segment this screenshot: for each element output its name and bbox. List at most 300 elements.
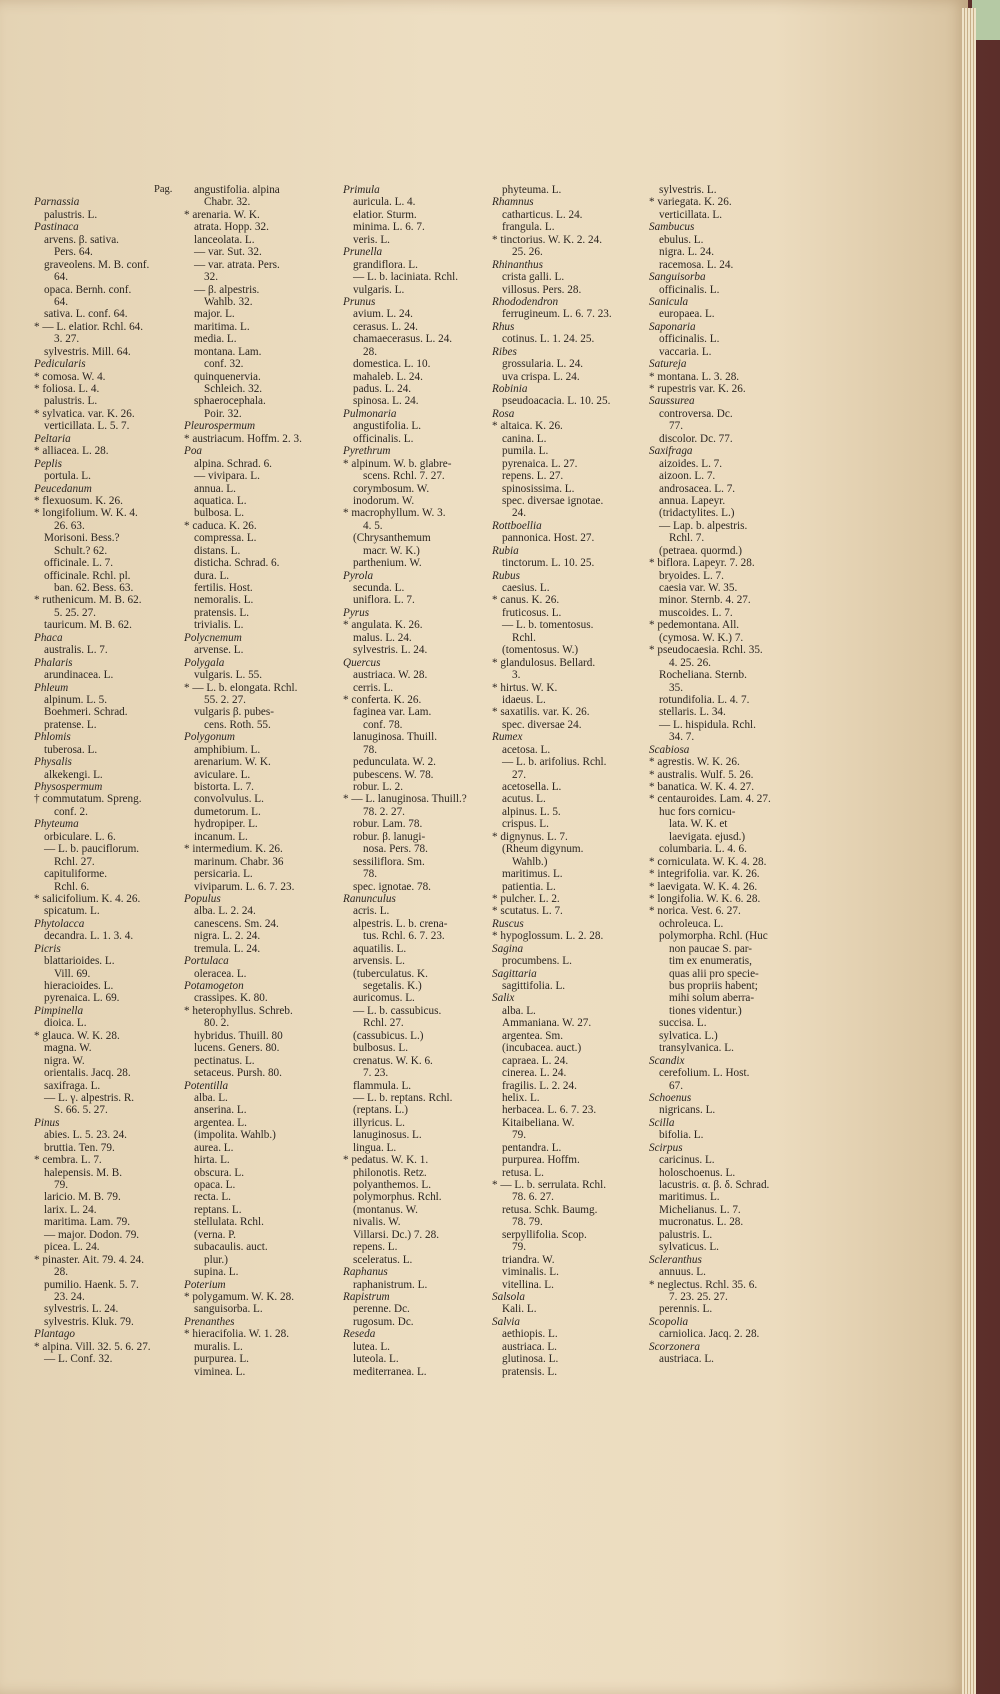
species-entry: aizoides. L. 7. — [659, 457, 723, 470]
species-entry: (tuberculatus. K. — [353, 967, 428, 980]
genus-heading: Saponaria — [649, 320, 696, 333]
species-entry: * alpina. Vill. 32. 5. 6. 27. — [34, 1340, 151, 1353]
genus-heading: Rapistrum — [343, 1290, 390, 1303]
species-entry: fragilis. L. 2. 24. — [502, 1079, 577, 1092]
species-entry: chamaecerasus. L. 24. — [353, 333, 453, 346]
index-column-1 — [34, 184, 172, 1366]
species-entry: robur. Lam. 78. — [353, 818, 423, 831]
species-entry: officinalis. L. — [659, 333, 720, 346]
species-entry: perenne. Dc. — [353, 1303, 410, 1316]
pag-header: Pag. — [154, 184, 173, 195]
species-entry: subacaulis. auct. — [194, 1241, 268, 1254]
species-entry: lucens. Geners. 80. — [194, 1042, 280, 1055]
species-entry: frangula. L. — [502, 221, 555, 234]
species-entry: hydropiper. L. — [194, 818, 258, 831]
species-entry: fertilis. Host. — [194, 582, 253, 594]
species-entry: discolor. Dc. 77. — [659, 432, 733, 445]
species-entry: spinosissima. L. — [502, 482, 575, 495]
species-entry: saxifraga. L. — [44, 1079, 101, 1092]
species-entry: * polygamum. W. K. 28. — [184, 1290, 295, 1303]
species-entry: officinalis. L. — [659, 283, 720, 296]
species-entry: lata. W. K. et — [669, 818, 728, 831]
genus-heading: Physospermum — [34, 781, 103, 793]
genus-heading: Phleum — [34, 681, 69, 694]
species-entry: avium. L. 24. — [353, 308, 413, 321]
species-entry: nosa. Pers. 78. — [363, 843, 428, 856]
index-column-5 — [649, 184, 771, 1366]
species-entry: alpina. Schrad. 6. — [194, 457, 272, 470]
species-entry: acris. L. — [353, 905, 390, 918]
species-entry: caesia var. W. 35. — [659, 582, 738, 594]
species-entry: * canus. K. 26. — [492, 594, 560, 607]
species-entry: * sylvatica. var. K. 26. — [34, 407, 135, 420]
species-entry: viminea. L. — [194, 1365, 246, 1378]
species-entry: 35. — [669, 681, 683, 694]
genus-heading: Sagina — [492, 942, 524, 955]
species-entry: maritimus. L. — [502, 868, 563, 881]
species-entry: * altaica. K. 26. — [492, 420, 563, 433]
species-entry: — β. alpestris. — [194, 283, 260, 296]
species-entry: * foliosa. L. 4. — [34, 383, 100, 395]
species-entry: Rchl. 7. — [669, 532, 705, 545]
species-entry: 3. — [512, 669, 521, 682]
genus-heading: Pimpinella — [34, 1004, 84, 1017]
species-entry: glutinosa. L. — [502, 1353, 559, 1366]
species-entry: * alliacea. L. 28. — [34, 445, 109, 458]
species-entry: bruttia. Ten. 79. — [44, 1141, 115, 1154]
species-entry: grossularia. L. 24. — [502, 358, 584, 371]
species-entry: (verna. P. — [194, 1228, 236, 1241]
species-entry: — Lap. b. alpestris. — [659, 519, 748, 532]
species-entry: uva crispa. L. 24. — [502, 370, 580, 383]
genus-heading: Scleranthus — [649, 1253, 702, 1266]
genus-heading: Rhamnus — [492, 196, 534, 209]
index-column-4 — [492, 184, 612, 1378]
species-entry: canescens. Sm. 24. — [194, 917, 279, 930]
species-entry: 24. — [512, 507, 526, 520]
species-entry: 77. — [669, 420, 683, 433]
genus-heading: Polycnemum — [184, 631, 242, 644]
species-entry: — L. b. reptans. Rchl. — [353, 1091, 453, 1104]
species-entry: mediterranea. L. — [353, 1365, 427, 1378]
genus-heading: Salsola — [492, 1290, 525, 1303]
species-entry: — L. b. tomentosus. — [502, 619, 594, 632]
species-entry: pyrenaica. L. 27. — [502, 457, 578, 470]
species-entry: nigra. W. — [44, 1054, 85, 1067]
species-entry: magna. W. — [44, 1042, 92, 1055]
species-entry: decandra. L. 1. 3. 4. — [44, 930, 134, 943]
species-entry: purpurea. Hoffm. — [502, 1154, 580, 1167]
species-entry: major. L. — [194, 308, 235, 321]
species-entry: arvensis. L. — [353, 955, 405, 968]
species-entry: 25. 26. — [512, 246, 543, 259]
species-entry: * salicifolium. K. 4. 26. — [34, 892, 141, 905]
species-entry: nigra. L. 2. 24. — [194, 930, 261, 943]
species-entry: (Chrysanthemum — [353, 532, 431, 545]
species-entry: * intermedium. K. 26. — [184, 843, 283, 856]
species-entry: dumetorum. L. — [194, 805, 261, 818]
species-entry: * agrestis. W. K. 26. — [649, 756, 740, 769]
species-entry: Schleich. 32. — [204, 383, 263, 395]
species-entry: portula. L. — [44, 470, 91, 483]
genus-heading: Phytolacca — [34, 917, 85, 930]
species-entry: montana. Lam. — [194, 345, 262, 358]
species-entry: * glandulosus. Bellard. — [492, 656, 596, 669]
species-entry: racemosa. L. 24. — [659, 258, 734, 271]
species-entry: alpinus. L. 5. — [502, 805, 561, 818]
species-entry: 78. 2. 27. — [363, 805, 405, 818]
species-entry: sylvestris. L. 24. — [44, 1303, 119, 1316]
species-entry: luteola. L. — [353, 1353, 399, 1366]
species-entry: acetosella. L. — [502, 781, 562, 793]
species-entry: arvens. β. sativa. — [44, 233, 119, 246]
species-entry: * hypoglossum. L. 2. 28. — [492, 930, 604, 943]
species-entry: * hieracifolia. W. 1. 28. — [184, 1328, 290, 1341]
species-entry: reptans. L. — [194, 1203, 242, 1216]
species-entry: quas alii pro specie- — [669, 967, 759, 980]
species-entry: — L. b. pauciflorum. — [44, 843, 140, 856]
species-entry: tremula. L. 24. — [194, 942, 261, 955]
species-entry: ban. 62. Bess. 63. — [54, 582, 134, 594]
species-entry: tinctorum. L. 10. 25. — [502, 557, 595, 570]
species-entry: * conferta. K. 26. — [343, 693, 422, 706]
species-entry: pectinatus. L. — [194, 1054, 255, 1067]
species-entry: aethiopis. L. — [502, 1328, 558, 1341]
genus-heading: Rhododendron — [492, 295, 559, 308]
green-tab — [972, 0, 1000, 40]
species-entry: — L. b. laciniata. Rchl. — [353, 271, 459, 284]
species-entry: — L. b. cassubicus. — [353, 1004, 442, 1017]
genus-heading: Satureja — [649, 358, 687, 371]
species-entry: * norica. Vest. 6. 27. — [649, 905, 741, 918]
species-entry: (tomentosus. W.) — [502, 644, 579, 657]
species-entry: Ammaniana. W. 27. — [502, 1017, 592, 1030]
species-entry: 28. — [363, 345, 377, 358]
species-entry: blattarioides. L. — [44, 955, 115, 968]
species-entry: macr. W. K.) — [363, 544, 420, 557]
species-entry: palustris. L. — [659, 1228, 713, 1241]
species-entry: orbiculare. L. 6. — [44, 830, 116, 843]
species-entry: cerefolium. L. Host. — [659, 1067, 750, 1080]
genus-heading: Peplis — [34, 457, 62, 470]
genus-heading: Phalaris — [34, 656, 73, 669]
genus-heading: Potentilla — [184, 1079, 229, 1092]
species-entry: triandra. W. — [502, 1253, 555, 1266]
genus-heading: Pulmonaria — [343, 407, 397, 420]
species-entry: succisa. L. — [659, 1017, 707, 1030]
species-entry: crassipes. K. 80. — [194, 992, 268, 1005]
species-entry: sanguisorba. L. — [194, 1303, 263, 1316]
species-entry: * alpinum. W. b. glabre- — [343, 457, 452, 470]
species-entry: media. L. — [194, 333, 237, 346]
genus-heading: Salvia — [492, 1315, 520, 1328]
species-entry: disticha. Schrad. 6. — [194, 557, 280, 570]
genus-heading: Quercus — [343, 656, 381, 669]
species-entry: Rchl. 27. — [54, 855, 95, 868]
species-entry: segetalis. K.) — [363, 980, 422, 992]
species-entry: (cassubicus. L.) — [353, 1029, 424, 1042]
species-entry: viviparum. L. 6. 7. 23. — [194, 880, 295, 893]
species-entry: * centauroides. Lam. 4. 27. — [649, 793, 771, 806]
species-entry: stellulata. Rchl. — [194, 1216, 264, 1229]
species-entry: halepensis. M. B. — [44, 1166, 122, 1179]
species-entry: (tridactylites. L.) — [659, 507, 735, 520]
genus-heading: Rubus — [492, 569, 520, 582]
species-entry: 7. 23. — [363, 1067, 389, 1080]
species-entry: — vivipara. L. — [194, 470, 260, 483]
species-entry: annuus. L. — [659, 1266, 706, 1279]
species-entry: polymorphus. Rchl. — [353, 1191, 442, 1204]
species-entry: Rocheliana. Sternb. — [659, 669, 747, 682]
genus-heading: Peltaria — [34, 432, 71, 445]
species-entry: 78. 79. — [512, 1216, 543, 1229]
species-entry: acetosa. L. — [502, 743, 551, 756]
species-entry: europaea. L. — [659, 308, 715, 321]
genus-heading: Rhinanthus — [492, 258, 543, 271]
species-entry: Michelianus. L. 7. — [659, 1203, 741, 1216]
species-entry: * longifolium. W. K. 4. — [34, 507, 138, 520]
species-entry: pratensis. L. — [502, 1365, 557, 1378]
species-entry: * cembra. L. 7. — [34, 1154, 102, 1167]
species-entry: canina. L. — [502, 432, 547, 445]
species-entry: 67. — [669, 1079, 683, 1092]
genus-heading: Prenanthes — [184, 1315, 235, 1328]
species-entry: * neglectus. Rchl. 35. 6. — [649, 1278, 758, 1291]
species-entry: arvense. L. — [194, 644, 244, 657]
species-entry: * corniculata. W. K. 4. 28. — [649, 855, 767, 868]
species-entry: alkekengi. L. — [44, 768, 103, 781]
species-entry: annua. Lapeyr. — [659, 494, 726, 507]
species-entry: sceleratus. L. — [353, 1253, 413, 1266]
genus-heading: Primula — [343, 184, 380, 196]
species-entry: Rchl. — [512, 631, 536, 644]
species-entry: phyteuma. L. — [502, 184, 562, 196]
species-entry: * pedemontana. All. — [649, 619, 740, 632]
species-entry: crista galli. L. — [502, 271, 565, 284]
species-entry: mahaleb. L. 24. — [353, 370, 423, 383]
species-entry: dioica. L. — [44, 1017, 87, 1030]
species-entry: uniflora. L. 7. — [353, 594, 415, 607]
species-entry: herbacea. L. 6. 7. 23. — [502, 1104, 597, 1117]
species-entry: setaceus. Pursh. 80. — [194, 1067, 282, 1080]
genus-heading: Reseda — [343, 1328, 376, 1341]
genus-heading: Populus — [184, 892, 221, 905]
species-entry: opaca. L. — [194, 1179, 236, 1191]
species-entry: pumila. L. — [502, 445, 549, 458]
species-entry: * pulcher. L. 2. — [492, 892, 560, 905]
species-entry: 4. 25. 26. — [669, 656, 711, 669]
species-entry: pyrenaica. L. 69. — [44, 992, 120, 1005]
species-entry: (impolita. Wahlb.) — [194, 1129, 276, 1142]
species-entry: aquatica. L. — [194, 494, 247, 507]
species-entry: * pinaster. Ait. 79. 4. 24. — [34, 1253, 145, 1266]
species-entry: 27. — [512, 768, 526, 781]
species-entry: 79. — [512, 1129, 526, 1142]
species-entry: tiones videntur.) — [669, 1004, 742, 1017]
species-entry: officinale. L. 7. — [44, 557, 114, 570]
species-entry: sylvaticus. L. — [659, 1241, 719, 1254]
genus-heading: Scirpus — [649, 1141, 683, 1154]
species-entry: pedunculata. W. 2. — [353, 756, 436, 769]
species-entry: palustris. L. — [44, 395, 98, 408]
species-entry: holoschoenus. L. — [659, 1166, 736, 1179]
genus-heading: Ribes — [492, 345, 517, 358]
species-entry: pentandra. L. — [502, 1141, 562, 1154]
species-entry: crispus. L. — [502, 818, 549, 831]
species-entry: lacustris. α. β. δ. Schrad. — [659, 1179, 770, 1191]
species-entry: pubescens. W. 78. — [353, 768, 434, 781]
genus-heading: Sambucus — [649, 221, 695, 234]
species-entry: (petraea. quormd.) — [659, 544, 742, 557]
species-entry: orientalis. Jacq. 28. — [44, 1067, 131, 1080]
species-entry: dura. L. — [194, 569, 230, 582]
species-entry: bulbosa. L. — [194, 507, 245, 520]
species-entry: oleracea. L. — [194, 967, 247, 980]
species-entry: bryoides. L. 7. — [659, 569, 724, 582]
species-entry: vulgaris. L. — [353, 283, 405, 296]
species-entry: trivialis. L. — [194, 619, 244, 632]
species-entry: aviculare. L. — [194, 768, 251, 781]
species-entry: patientia. L. — [502, 880, 556, 893]
species-entry: hirta. L. — [194, 1154, 230, 1167]
genus-heading: Pleurospermum — [184, 420, 256, 433]
species-entry: secunda. L. — [353, 582, 405, 594]
species-entry: mihi solum aberra- — [669, 992, 755, 1005]
species-entry: Pers. 64. — [54, 246, 93, 259]
species-entry: vitellina. L. — [502, 1278, 554, 1291]
species-entry: officinalis. L. — [353, 432, 414, 445]
species-entry: catharticus. L. 24. — [502, 208, 583, 221]
species-entry: 3. 27. — [54, 333, 80, 346]
species-entry: 4. 5. — [363, 519, 383, 532]
species-entry: * pedatus. W. K. 1. — [343, 1154, 429, 1167]
species-entry: 23. 24. — [54, 1290, 85, 1303]
species-entry: viminalis. L. — [502, 1266, 559, 1279]
species-entry: * macrophyllum. W. 3. — [343, 507, 446, 520]
species-entry: sylvatica. L.) — [659, 1029, 718, 1042]
species-entry: 7. 23. 25. 27. — [669, 1290, 728, 1303]
species-entry: incanum. L. — [194, 830, 248, 843]
genus-heading: Scopolia — [649, 1315, 689, 1328]
species-entry: tim ex enumeratis, — [669, 955, 752, 968]
species-entry: sylvestris. Kluk. 79. — [44, 1315, 134, 1328]
species-entry: quinquenervia. — [194, 370, 261, 383]
species-entry: graveolens. M. B. conf. — [44, 258, 150, 271]
genus-heading: Ranunculus — [343, 892, 396, 905]
species-entry: maritima. L. — [194, 320, 250, 333]
species-entry: alpinum. L. 5. — [44, 693, 108, 706]
species-entry: verticillata. L. — [659, 208, 723, 221]
species-entry: mucronatus. L. 28. — [659, 1216, 744, 1229]
species-entry: angustifolia. L. — [353, 420, 422, 433]
species-entry: * glauca. W. K. 28. — [34, 1029, 120, 1042]
genus-heading: Pyrola — [343, 569, 374, 582]
species-entry: australis. L. 7. — [44, 644, 108, 657]
genus-heading: Phyteuma — [34, 818, 79, 831]
species-entry: officinale. Rchl. pl. — [44, 569, 131, 582]
species-entry: robur. L. 2. — [353, 781, 404, 793]
species-entry: pannonica. Host. 27. — [502, 532, 595, 545]
species-entry: conf. 2. — [54, 805, 88, 818]
species-entry: spec. diversae 24. — [502, 718, 582, 731]
species-entry: ferrugineum. L. 6. 7. 23. — [502, 308, 612, 321]
species-entry: Wahlb. 32. — [204, 295, 253, 308]
species-entry: * hirtus. W. K. — [492, 681, 558, 694]
species-entry: — L. b. arifolius. Rchl. — [502, 756, 607, 769]
species-entry: S. 66. 5. 27. — [54, 1104, 108, 1117]
genus-heading: Pyrus — [343, 606, 370, 619]
species-entry: hieracioides. L. — [44, 980, 114, 992]
species-entry: compressa. L. — [194, 532, 257, 545]
species-entry: idaeus. L. — [502, 693, 546, 706]
genus-heading: Pinus — [34, 1116, 60, 1129]
genus-heading: Saussurea — [649, 395, 695, 408]
species-entry: 64. — [54, 295, 68, 308]
genus-heading: Scilla — [649, 1116, 675, 1129]
species-entry: * flexuosum. K. 26. — [34, 494, 123, 507]
genus-heading: Pastinaca — [34, 221, 79, 234]
species-entry: verticillata. L. 5. 7. — [44, 420, 130, 433]
index-column-2 — [184, 184, 302, 1378]
genus-heading: Scandix — [649, 1054, 685, 1067]
species-entry: polyanthemos. L. — [353, 1179, 431, 1191]
species-entry: Poir. 32. — [204, 407, 242, 420]
species-entry: lanuginosa. Thuill. — [353, 731, 438, 744]
species-entry: transylvanica. L. — [659, 1042, 734, 1055]
species-entry: illyricus. L. — [353, 1116, 405, 1129]
species-entry: alba. L. — [194, 1091, 228, 1104]
species-entry: laevigata. ejusd.) — [669, 830, 746, 843]
species-entry: minor. Sternb. 4. 27. — [659, 594, 751, 607]
genus-heading: Picris — [34, 942, 61, 955]
species-entry: elatior. Sturm. — [353, 208, 417, 221]
species-entry: * rupestris var. K. 26. — [649, 383, 746, 395]
species-entry: crenatus. W. K. 6. — [353, 1054, 433, 1067]
genus-heading: Pyrethrum — [343, 445, 391, 458]
species-entry: capituliforme. — [44, 868, 108, 881]
species-entry: hybridus. Thuill. 80 — [194, 1029, 283, 1042]
species-entry: annua. L. — [194, 482, 236, 495]
species-entry: minima. L. 6. 7. — [353, 221, 425, 234]
species-entry: amphibium. L. — [194, 743, 261, 756]
species-entry: maritima. Lam. 79. — [44, 1216, 131, 1229]
species-entry: philonotis. Retz. — [353, 1166, 427, 1179]
species-entry: auricomus. L. — [353, 992, 415, 1005]
species-entry: huc fors cornicu- — [659, 805, 736, 818]
species-entry: caricinus. L. — [659, 1154, 715, 1167]
species-entry: palustris. L. — [44, 208, 98, 221]
species-entry: tus. Rchl. 6. 7. 23. — [363, 930, 445, 943]
species-entry: arenarium. W. K. — [194, 756, 271, 769]
genus-heading: Sanguisorba — [649, 271, 706, 284]
species-entry: pratensis. L. — [194, 606, 249, 619]
species-entry: repens. L. — [353, 1241, 398, 1254]
genus-heading: Phlomis — [34, 731, 71, 744]
species-entry: — var. atrata. Pers. — [194, 258, 280, 271]
species-entry: villosus. Pers. 28. — [502, 283, 582, 296]
species-entry: muscoides. L. 7. — [659, 606, 733, 619]
species-entry: argentea. L. — [194, 1116, 247, 1129]
species-entry: androsacea. L. 7. — [659, 482, 736, 495]
species-entry: 78. 6. 27. — [512, 1191, 554, 1204]
genus-heading: Rhus — [492, 320, 515, 333]
species-entry: acutus. L. — [502, 793, 546, 806]
species-entry: ebulus. L. — [659, 233, 704, 246]
species-entry: veris. L. — [353, 233, 390, 246]
species-entry: Wahlb.) — [512, 855, 548, 868]
species-entry: opaca. Bernh. conf. — [44, 283, 132, 296]
genus-heading: Pedicularis — [34, 358, 86, 371]
